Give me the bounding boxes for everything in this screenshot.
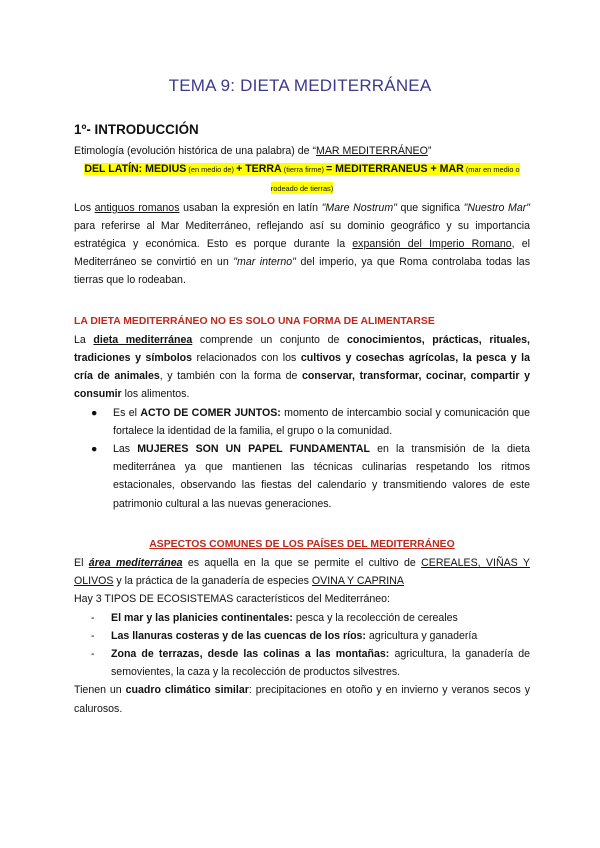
bullet-icon: ● — [91, 443, 98, 456]
etymology-line — [74, 142, 530, 160]
romans-text-1: antiguos romanos — [94, 201, 180, 214]
ecosystem-name: Zona de terrazas, desde las colinas a las montañas: — [111, 648, 390, 661]
aspects-text-2: es aquella en la que se permite el cultivo de — [182, 557, 422, 570]
spacer — [74, 513, 530, 536]
climate-text-2: : precipitaciones en otoño y en invierno y veranos secos y calurosos. — [74, 684, 530, 715]
aspects-text-4: y la práctica de la ganadería de especies — [113, 575, 312, 588]
list-item — [74, 645, 530, 681]
aspects-paragraph — [74, 554, 530, 590]
list-item — [74, 627, 530, 645]
list-item — [74, 404, 530, 440]
aspects-text-0: El — [74, 557, 89, 570]
latin-line — [74, 160, 530, 198]
latin-terra: + TERRA — [236, 163, 282, 176]
document-body — [74, 121, 530, 718]
climate-text-1: cuadro climático similar — [125, 684, 249, 697]
spacer — [74, 290, 530, 313]
romans-text-10: del imperio, ya que Roma controlaba todas las tierras que lo rodeaban. — [74, 256, 530, 287]
ecosystem-text: pesca y la recolección de cereales — [292, 611, 458, 624]
romans-text-7: expansión del Imperio Romano — [352, 238, 512, 251]
diet-text-6: , y también con la forma de — [159, 370, 302, 383]
diet-bullet-list — [74, 404, 530, 513]
aspects-text-3: CEREALES, VIÑAS Y OLIVOS — [74, 557, 530, 588]
romans-text-4: que significa — [396, 201, 464, 214]
ecosystem-name: Las llanuras costeras y de las cuencas de los ríos: — [111, 629, 366, 642]
romans-text-8: , el Mediterráneo se convirtió en un — [74, 238, 530, 269]
bullet-text-pre: Es el — [113, 406, 141, 419]
diet-text-2: comprende un conjunto de — [192, 333, 347, 346]
dash-icon: - — [91, 611, 95, 624]
diet-paragraph — [74, 331, 530, 404]
dash-icon: - — [91, 629, 95, 642]
latin-medius-gloss: (en medio de) — [186, 165, 237, 175]
diet-text-0: La — [74, 333, 94, 346]
ecosystem-name: El mar y las planicies continentales: — [111, 611, 293, 624]
latin-medius: DEL LATÍN: MEDIUS — [84, 163, 187, 176]
latin-result-gloss: (mar en medio o rodeado de tierras) — [270, 165, 520, 194]
etymology-quote: ” — [427, 145, 432, 157]
ecosystems-intro: Hay 3 TIPOS DE ECOSISTEMAS característicos del Mediterráneo: — [74, 593, 390, 606]
page-title: TEMA 9: DIETA MEDITERRÁNEA — [168, 76, 432, 95]
bullet-text-post: en la transmisión de la dieta mediterránea ya que mantienen las técnicas culinarias respetando los ritmos estacionales, observando las fiestas del calendario y transmitiendo valores de este patrimonio cultural a las nuevas generaciones. — [113, 443, 530, 510]
romans-text-5: "Nuestro Mar" — [463, 201, 531, 214]
romans-text-2: usaban la expresión en latín — [179, 201, 322, 214]
aspects-text-5: OVINA Y CAPRINA — [311, 575, 404, 588]
latin-result: = MEDITERRANEUS + MAR — [326, 163, 464, 176]
romans-text-6: para referirse al Mar Mediterráneo, reflejando así su dominio geográfico y su importancia estratégica y económica. Esto es porque durante la — [74, 219, 530, 251]
ecosystem-text: agricultura y ganadería — [365, 629, 478, 642]
diet-text-5: cultivos y cosechas agrícolas, la pesca y la cría de animales — [74, 352, 531, 383]
bullet-text-bold: MUJERES SON UN PAPEL FUNDAMENTAL — [137, 443, 370, 456]
climate-text-0: Tienen un — [74, 684, 126, 697]
diet-text-8: los alimentos. — [121, 388, 190, 401]
aspects-heading: ASPECTOS COMUNES DE LOS PAÍSES DEL MEDITERRÁNEO — [149, 538, 455, 550]
bullet-text-post: momento de intercambio social y comunicación que fortalece la identidad de la familia, el grupo o la comunidad. — [113, 406, 530, 437]
list-item — [74, 609, 530, 627]
romans-paragraph — [74, 199, 530, 290]
intro-heading: 1º- INTRODUCCIÓN — [74, 122, 199, 137]
bullet-icon: ● — [91, 406, 98, 419]
romans-text-0: Los — [74, 201, 95, 214]
list-item — [74, 440, 530, 513]
bullet-text-pre: Las — [113, 443, 138, 456]
dash-icon: - — [91, 648, 95, 661]
diet-text-1: dieta mediterránea — [93, 333, 193, 346]
climate-paragraph — [74, 681, 530, 717]
ecosystems-list — [74, 609, 530, 682]
diet-text-4: relacionados con los — [192, 352, 301, 365]
romans-text-9: "mar interno" — [233, 256, 296, 269]
diet-text-7: conservar, transformar, cocinar, compartir y consumir — [74, 370, 530, 401]
latin-terra-gloss: (tierra firme) — [281, 165, 327, 175]
diet-heading: LA DIETA MEDITERRÁNEO NO ES SOLO UNA FORMA DE ALIMENTARSE — [74, 315, 435, 327]
bullet-text-bold: ACTO DE COMER JUNTOS: — [140, 406, 281, 419]
etymology-text: Etimología (evolución histórica de una palabra) de “ — [74, 145, 317, 157]
aspects-text-1: área mediterránea — [88, 557, 183, 570]
etymology-term: MAR MEDITERRÁNEO — [316, 145, 428, 157]
romans-text-3: "Mare Nostrum" — [321, 201, 397, 214]
diet-text-3: conocimientos, prácticas, rituales, tradiciones y símbolos — [74, 333, 530, 365]
ecosystem-text: agricultura, la ganadería de semovientes, la caza y la recolección de productos silvestres. — [111, 648, 530, 679]
